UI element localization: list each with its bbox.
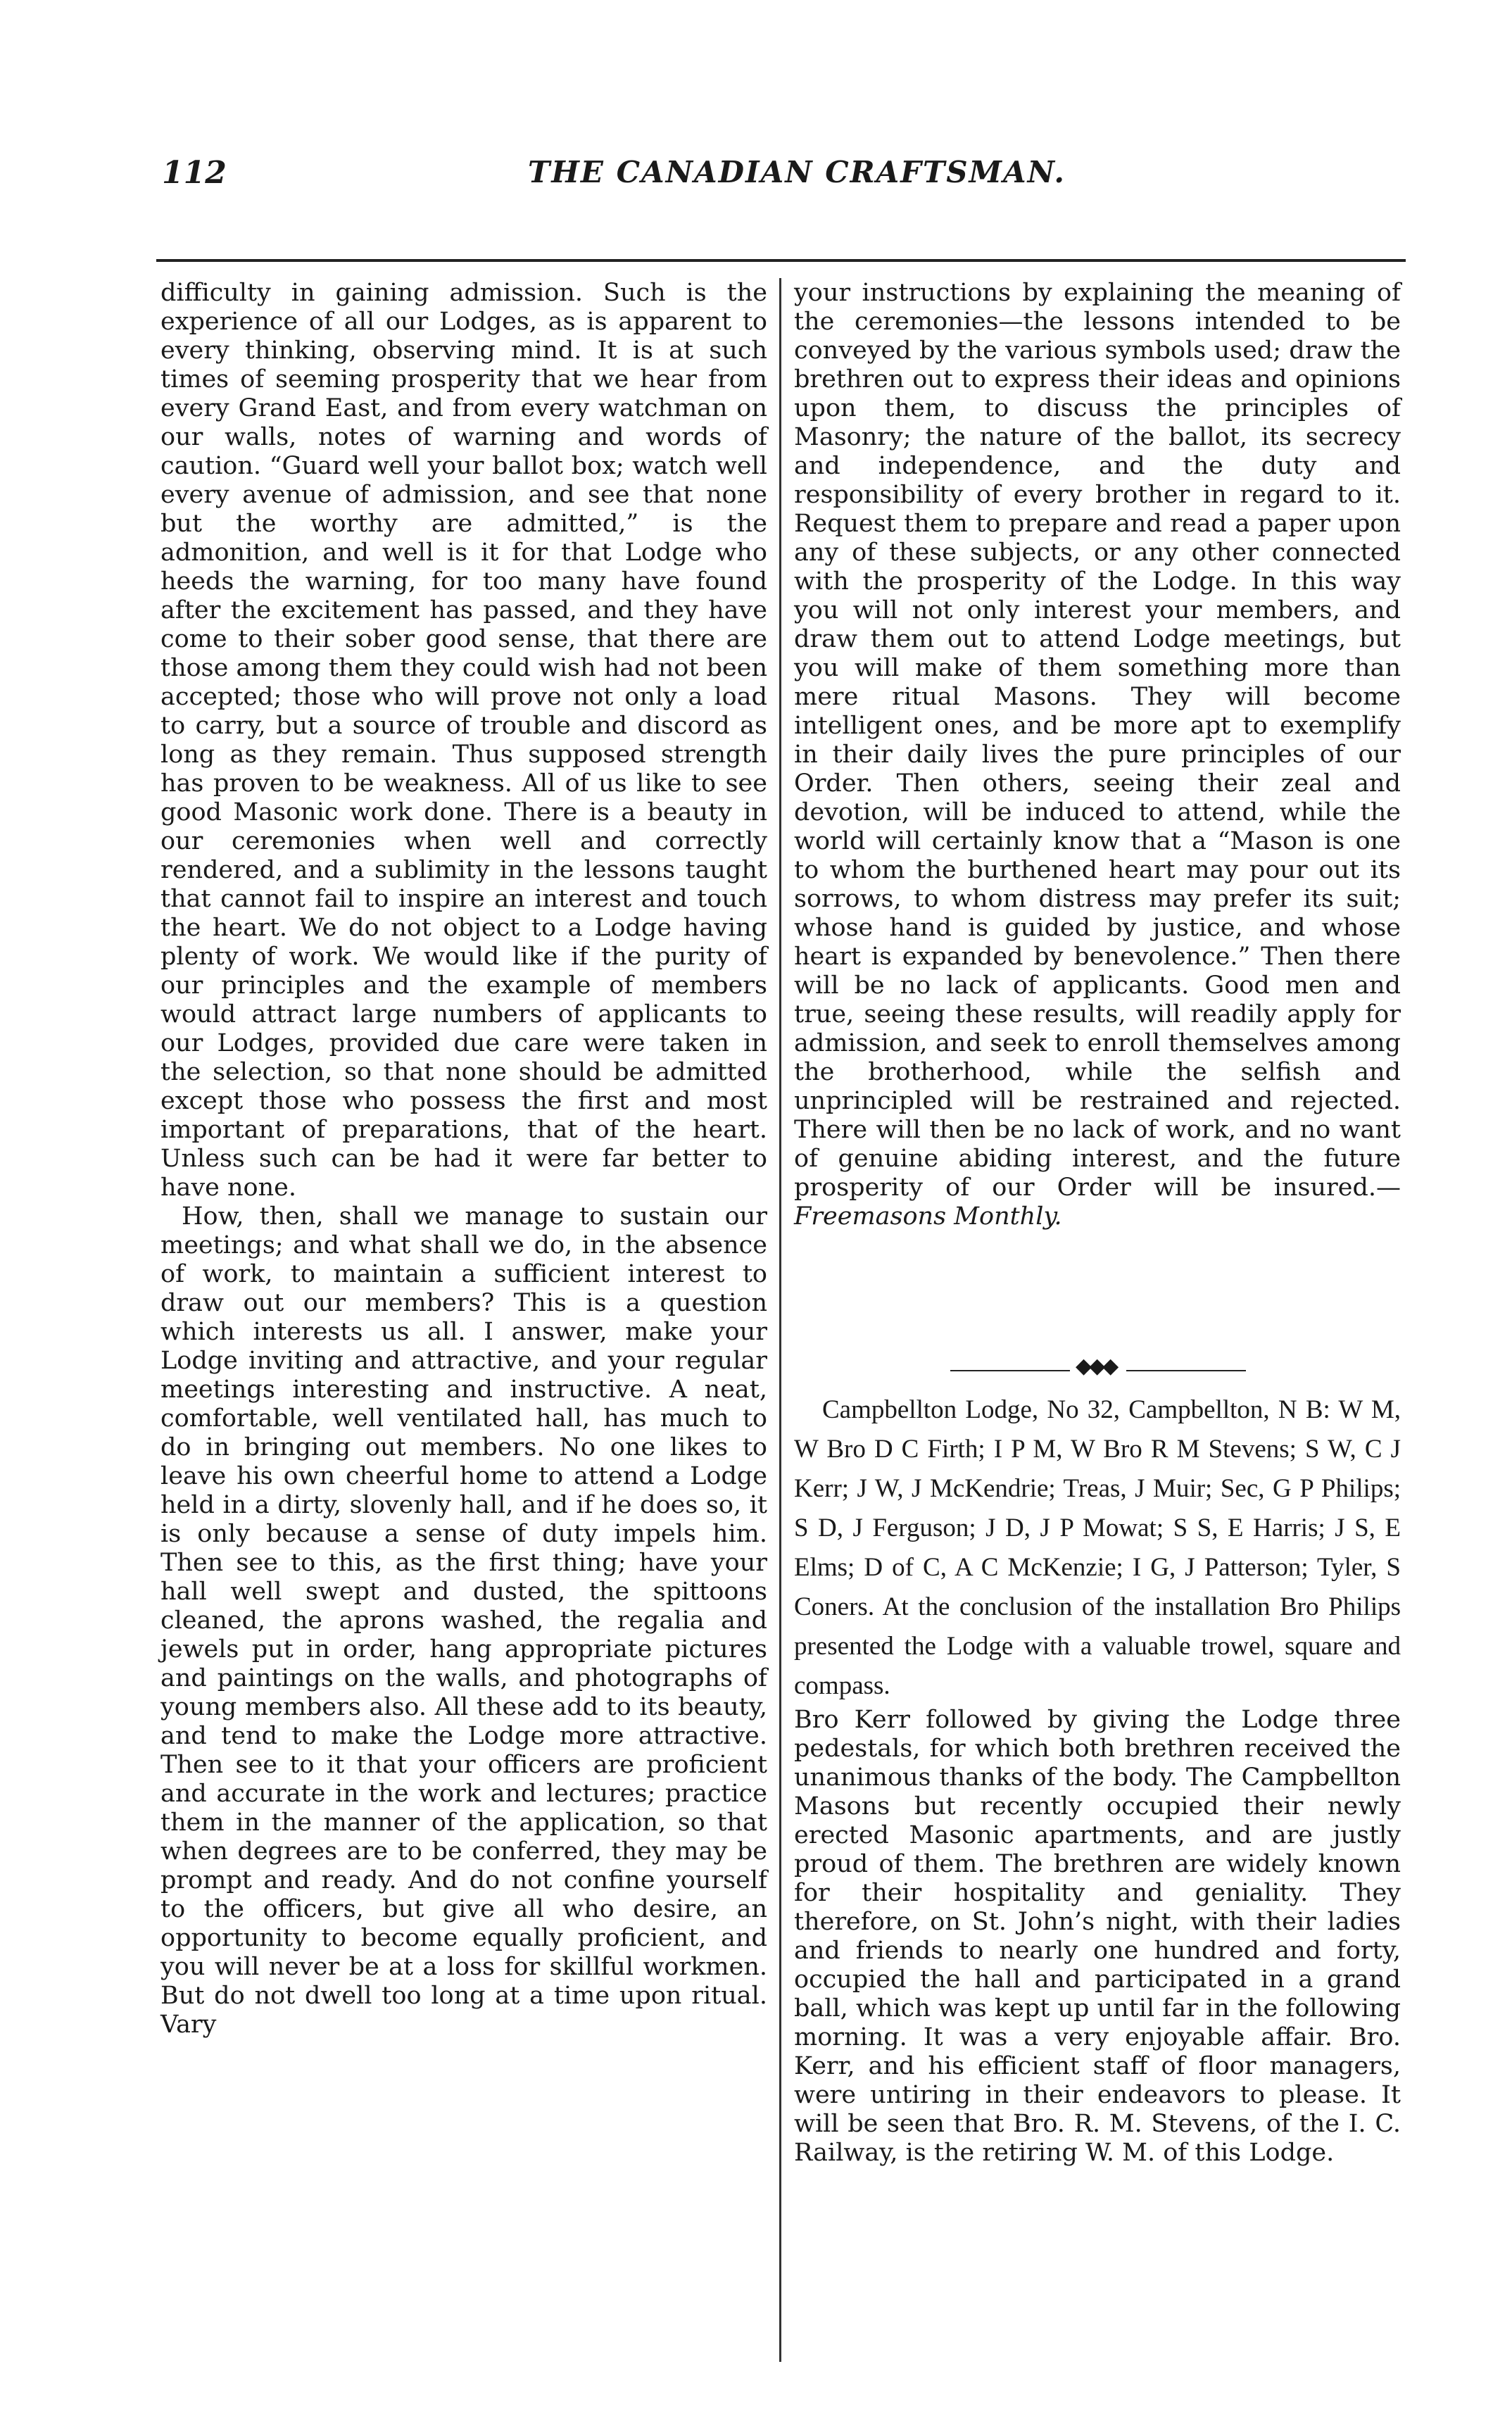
ornament-rule-right bbox=[1126, 1370, 1246, 1371]
column-divider bbox=[779, 278, 781, 2362]
lodge-notice bbox=[794, 1390, 1401, 2168]
source-attribution: Freemasons Monthly. bbox=[794, 1202, 1062, 1231]
header-rule bbox=[156, 259, 1406, 262]
lodge-notice-continuation: Bro Kerr followed by giving the Lodge three pedestals, for which both brethren received the unanimous thanks of the body. The Campbellton Masons but recently occupied their newly erected Masonic apartments, and are justly proud of them. The brethren are widely known for their hospitality and geniality. They therefore, on St. John’s night, with their ladies and friends to nearly one hundred and forty, occupied the hall and participated in a grand ball, which was kept up until far in the following morning. It was a very enjoyable affair. Bro. Kerr, and his efficient staff of floor managers, were untiring in their endeavors to please. It will be seen that Bro. R. M. Stevens, of the I. C. Railway, is the retiring W. M. of this Lodge. bbox=[794, 1706, 1401, 2167]
lodge-notice-text: Campbellton Lodge, No 32, Campbellton, N B: W M, W Bro D C Firth; I P M, W Bro R M Stevens; S W, C J Kerr; J W, J McKendrie; Treas, J Muir; Sec, G P Philips; S D, J Ferguson; J D, J P Mowat; S S, E Harris; J S, E Elms; D of C, A C McKenzie; I G, J Patterson; Tyler, S Coners. At the conclusion of the installation Bro Philips presented the Lodge with a valuable trowel, square and compass. bbox=[794, 1395, 1401, 1700]
section-ornament bbox=[950, 1354, 1246, 1379]
page-number: 112 bbox=[162, 155, 227, 191]
right-paragraph-1 bbox=[794, 279, 1401, 1231]
left-paragraph-2: How, then, shall we manage to sustain our meetings; and what shall we do, in the absence of work, to maintain a sufficient interest to draw out our members? This is a question which interests us all. I answer, make your Lodge inviting and attractive, and your regular meetings interesting and instructive. A neat, comfortable, well ventilated hall, has much to do in bringing out members. No one likes to leave his own cheerful home to attend a Lodge held in a dirty, slovenly hall, and if he does so, it is only because a sense of duty impels him. Then see to this, as the first thing; have your hall well swept and dusted, the spittoons cleaned, the aprons washed, the regalia and jewels put in order, hang appropriate pictures and paintings on the walls, and photographs of young members also. All these add to its beauty, and tend to make the Lodge more attractive. Then see to it that your officers are proficient and accurate in the work and lectures; practice them in the manner of the application, so that when degrees are to be conferred, they may be prompt and ready. And do not confine yourself to the officers, but give all who desire, an opportunity to become equally proficient, and you will never be at a loss for skillful workmen. But do not dwell too long at a time upon ritual. Vary bbox=[160, 1202, 767, 2039]
left-paragraph-1: difficulty in gaining admission. Such is the experience of all our Lodges, as is apparent to every thinking, observing mind. It is at such times of seeming prosperity that we hear from every Grand East, and from every watchman on our walls, notes of warning and words of caution. “Guard well your ballot box; watch well every avenue of admission, and see that none but the worthy are admitted,” is the admonition, and well is it for that Lodge who heeds the warning, for too many have found after the excitement has passed, and they have come to their sober good sense, that there are those among them they could wish had not been accepted; those who will prove not only a load to carry, but a source of trouble and discord as long as they remain. Thus supposed strength has proven to be weakness. All of us like to see good Masonic work done. There is a beauty in our ceremonies when well and correctly rendered, and a sublimity in the lessons taught that cannot fail to inspire an interest and touch the heart. We do not object to a Lodge having plenty of work. We would like if the purity of our principles and the example of members would attract large numbers of applicants to our Lodges, provided due care were taken in the selection, so that none should be admitted except those who possess the first and most important of preparations, that of the heart. Unless such can be had it were far better to have none. bbox=[160, 279, 767, 1202]
ornament-diamonds: ◆◆◆ bbox=[1076, 1354, 1116, 1378]
running-title: THE CANADIAN CRAFTSMAN. bbox=[528, 155, 1066, 189]
left-column bbox=[160, 279, 767, 2039]
page-header bbox=[162, 155, 1404, 204]
right-paragraph-1-text: your instructions by explaining the meaning of the ceremonies—the lessons intended to be conveyed by the various symbols used; draw the brethren out to express their ideas and opinions upon them, to discuss the principles of Masonry; the nature of the ballot, its secrecy and independence, and the duty and responsibility of every brother in regard to it. Request them to prepare and read a paper upon any of these subjects, or any other connected with the prosperity of the Lodge. In this way you will not only interest your members, and draw them out to attend Lodge meetings, but you will make of them something more than mere ritual Masons. They will become intelligent ones, and be more apt to exemplify in their daily lives the pure principles of our Order. Then others, seeing their zeal and devotion, will be induced to attend, while the world will certainly know that a “Mason is one to whom the burthened heart may pour out its sorrows, to whom distress may prefer its suit; whose hand is guided by justice, and whose heart is expanded by benevolence.” Then there will be no lack of applicants. Good men and true, seeing these results, will readily apply for admission, and seek to enroll themselves among the brotherhood, while the selfish and unprincipled will be restrained and rejected. There will then be no lack of work, and no want of genuine abiding interest, and the future prosperity of our Order will be insured.— bbox=[794, 279, 1401, 1202]
ornament-rule-left bbox=[950, 1370, 1070, 1371]
right-column bbox=[794, 279, 1401, 1231]
